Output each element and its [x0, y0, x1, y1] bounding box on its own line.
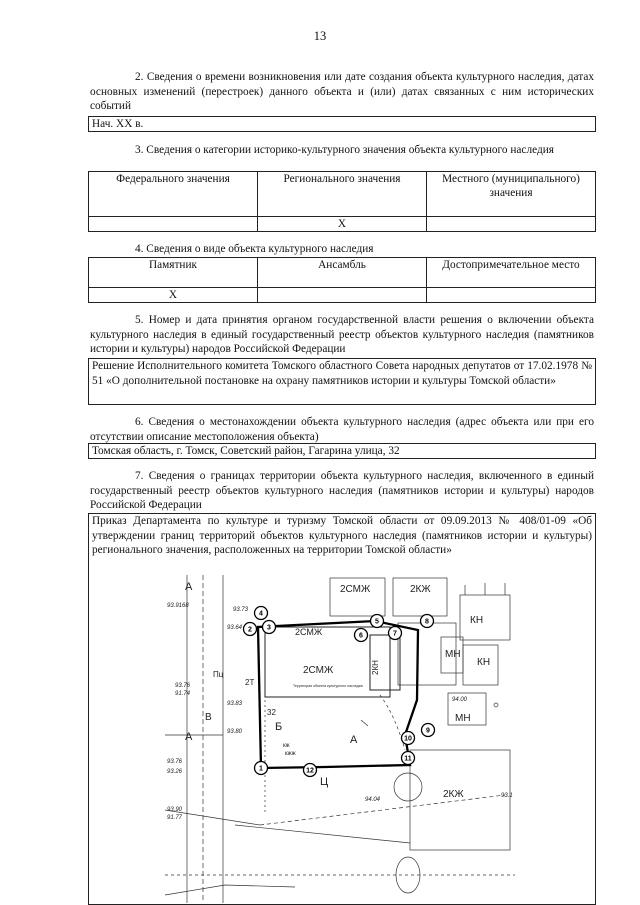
map-label-v: В: [205, 712, 212, 723]
map-point-label: 1: [259, 765, 263, 773]
s4-col-monument: Памятник: [89, 258, 258, 288]
map-label-2smzh-mid: 2СМЖ: [295, 627, 323, 637]
map-elev-11: 91.77: [167, 815, 183, 821]
map-point-label: 4: [259, 610, 263, 618]
s4-col-landmark: Достопримечательное место: [427, 258, 596, 288]
map-elev-4: 93.76: [175, 683, 191, 689]
s4-col-ensemble: Ансамбль: [258, 258, 427, 288]
s6-heading: 6. Сведения о местонахождении объекта культурного наследия (адрес объекта или при его отсутствии описание местоположения объекта): [90, 416, 594, 443]
s4-table: [88, 257, 596, 303]
map-point-label: 8: [425, 618, 429, 626]
s4-mark: X: [89, 288, 258, 303]
map-label-32: 32: [267, 708, 276, 717]
map-label-2smzh-main: 2СМЖ: [303, 665, 334, 676]
map-label-mn1: МН: [445, 649, 461, 660]
map-label-pts: Пц: [213, 670, 224, 679]
s3-cell-local: [427, 217, 596, 232]
map-point-label: 12: [306, 767, 314, 775]
s3-col-federal: Федерального значения: [89, 172, 258, 217]
map-point-label: 11: [404, 755, 412, 763]
map-label-a1: А: [185, 581, 193, 593]
map-elev-6: 93.83: [227, 701, 243, 707]
s3-col-local: Местного (муниципального) значения: [427, 172, 596, 217]
map-point-label: 6: [359, 632, 363, 640]
map-label-2smzh-top: 2СМЖ: [340, 584, 371, 595]
s4-cell-ensemble: [258, 288, 427, 303]
s3-heading: 3. Сведения о категории историко-культурного значения объекта культурного наследия: [135, 144, 554, 156]
map-point-5: [371, 615, 384, 628]
s4-heading: 4. Сведения о виде объекта культурного наследия: [135, 243, 374, 255]
map-point-label: 2: [248, 626, 252, 634]
s3-cell-federal: [89, 217, 258, 232]
map-elev-8: 93.76: [167, 759, 183, 765]
map-point-label: 10: [404, 735, 412, 743]
map-point-1: [255, 762, 268, 775]
map-label-2t: 2Т: [245, 678, 255, 687]
s6-value: Томская область, г. Томск, Советский район, Гагарина улица, 32: [88, 443, 596, 459]
map-point-label: 3: [267, 624, 271, 632]
map-label-2kn: 2КН: [371, 660, 380, 675]
map-point-label: 7: [393, 630, 397, 638]
map-label-kzhzh: кжж: [285, 751, 296, 757]
map-elev-14: 93.1: [501, 793, 513, 799]
s7-value: Приказ Департамента по культуре и туризму Томской области от 09.09.2013 № 408/01-09 «Об утверждении границ территорий объектов культурного наследия (памятников истории и культуры) регионального значения, расположенных на территории Томской области»: [92, 515, 592, 556]
map-elev-12: 94.00: [452, 697, 468, 703]
map-elev-1: 93.9168: [167, 603, 189, 609]
s2-heading: 2. Сведения о времени возникновения или дате создания объекта культурного наследия, датах основных изменений (перестроек) данного объекта и (или) датах связанных с ним исторических событий: [90, 71, 594, 112]
s4-cell-landmark: [427, 288, 596, 303]
map-elev-3: 93.64: [227, 625, 243, 631]
map-label-mn2: МН: [455, 713, 471, 724]
map-elev-2: 93.73: [233, 607, 249, 613]
s7-heading: 7. Сведения о границах территории объекта культурного наследия, включенного в единый государственный реестр объектов культурного наследия (памятников истории и культуры) народов Российской Федерации: [90, 470, 594, 511]
map-elev-9: 93.26: [167, 769, 183, 775]
map-point-6: [355, 629, 368, 642]
map-point-9: [422, 724, 435, 737]
s2-value: Нач. XX в.: [88, 116, 596, 132]
map-label-ts: Ц: [320, 776, 329, 788]
map-point-8: [421, 615, 434, 628]
map-label-2kzh-top: 2КЖ: [410, 584, 431, 595]
map-point-10: [402, 732, 415, 745]
s3-table: [88, 171, 596, 232]
s5-heading: 5. Номер и дата принятия органом государственной власти решения о включении объекта культурного наследия в единый государственный реестр объектов культурного наследия (памятников истории и культуры) народов Российской Федерации: [90, 314, 594, 355]
map-point-11: [402, 752, 415, 765]
map-elev-10: 93.90: [167, 807, 183, 813]
boundary-map: [165, 575, 515, 903]
map-elev-5: 91.74: [175, 691, 191, 697]
map-label-a3: А: [350, 734, 358, 746]
map-point-label: 9: [426, 727, 430, 735]
s3-col-regional: Регионального значения: [258, 172, 427, 217]
map-label-kzh: кж: [283, 743, 290, 749]
map-caption: Территория объекта культурного наследия: [293, 684, 363, 688]
map-point-7: [389, 627, 402, 640]
map-point-3: [263, 621, 276, 634]
map-elev-13: 94.04: [365, 797, 381, 803]
map-elev-7: 93.80: [227, 729, 243, 735]
map-label-b: Б: [275, 721, 283, 733]
map-label-2kzh-bot: 2КЖ: [443, 789, 464, 800]
map-point-4: [255, 607, 268, 620]
map-point-2: [244, 623, 257, 636]
map-label-kn2: КН: [477, 657, 491, 668]
map-point-label: 5: [375, 618, 379, 626]
map-label-kn1: КН: [470, 615, 484, 626]
s3-mark: X: [258, 217, 427, 232]
s5-value: Решение Исполнительного комитета Томского областного Совета народных депутатов от 17.02.1978 № 51 «О дополнительной постановке на охрану памятников истории и культуры Томской области»: [88, 358, 596, 405]
map-label-a2: А: [185, 731, 193, 743]
page-number: 13: [313, 29, 327, 43]
map-point-12: [304, 764, 317, 777]
